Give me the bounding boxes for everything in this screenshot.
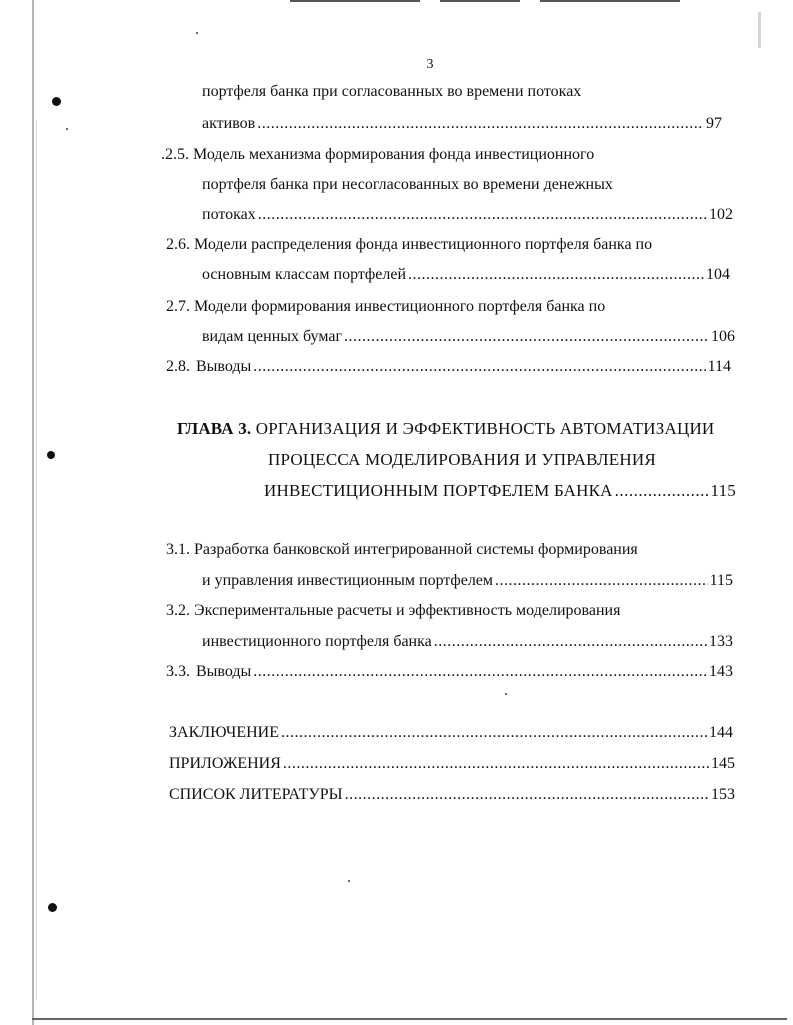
toc-entry-appendices [169, 754, 735, 774]
section-number: 2.8. [166, 358, 190, 375]
section-number: 2.7. [166, 298, 190, 315]
toc-entry-text: ПРИЛОЖЕНИЯ [169, 755, 281, 772]
toc-entry-text: видам ценных бумаг [202, 328, 343, 345]
toc-page-number: 102 [709, 206, 733, 223]
toc-entry-conclusion [169, 723, 733, 743]
dot-leader [408, 265, 704, 285]
toc-entry-text: СПИСОК ЛИТЕРАТУРЫ [169, 786, 343, 803]
toc-entry-2-6-line1 [166, 235, 652, 255]
dot-leader [345, 785, 709, 805]
section-number: 3.3. [166, 663, 190, 680]
toc-entry-text: потоках [202, 206, 256, 223]
page-number: 3 [426, 57, 434, 72]
chapter-heading-line3 [264, 480, 736, 502]
dot-leader [615, 480, 709, 502]
scan-speck [66, 128, 68, 130]
toc-entry-2-8 [166, 357, 731, 377]
toc-page-number: 145 [711, 755, 735, 772]
chapter-heading-line1 [177, 418, 714, 440]
toc-entry-2-6-final-line [202, 265, 730, 285]
scan-top-mark [440, 0, 520, 2]
chapter-title: ОРГАНИЗАЦИЯ И ЭФФЕКТИВНОСТЬ АВТОМАТИЗАЦИИ [255, 419, 715, 438]
scan-top-mark [540, 0, 680, 2]
toc-entry-text: и управления инвестиционным портфелем [202, 572, 494, 589]
scan-speck [348, 880, 350, 882]
dot-leader [283, 754, 709, 774]
toc-page-number: 115 [709, 572, 733, 589]
toc-entry-text: Выводы [196, 358, 252, 375]
toc-entry-2-4-final-line [202, 114, 722, 134]
toc-entry-3-1-line1 [166, 540, 638, 560]
dot-leader [344, 327, 709, 347]
scan-right-mark [758, 12, 761, 48]
toc-page-number: 97 [706, 115, 722, 132]
dot-leader [434, 632, 707, 652]
toc-entry-2-5-line2: портфеля банка при несогласованных во времени денежных [202, 176, 613, 193]
toc-entry-3-3 [166, 662, 733, 682]
toc-entry-2-5-line1 [161, 145, 594, 165]
toc-page-number: 143 [709, 663, 733, 680]
scan-speck [196, 32, 198, 34]
toc-page-number: 153 [711, 786, 735, 803]
section-number: 3.2. [166, 602, 190, 619]
toc-entry-2-7-line1 [166, 297, 605, 317]
toc-page-number: 106 [711, 328, 735, 345]
toc-page-number: 144 [709, 724, 733, 741]
dot-leader [281, 723, 707, 743]
chapter-title: ИНВЕСТИЦИОННЫМ ПОРТФЕЛЕМ БАНКА [264, 481, 613, 500]
toc-entry-text: Разработка банковской интегрированной системы формирования [194, 541, 638, 558]
toc-entry-3-2-final-line [202, 632, 733, 652]
chapter-label: ГЛАВА 3. [177, 419, 252, 438]
dot-leader [253, 662, 707, 682]
toc-page-number: 115 [710, 481, 736, 500]
scan-bottom-line [32, 1018, 787, 1020]
scan-speck [505, 693, 507, 695]
toc-entry-text: Выводы [196, 663, 252, 680]
toc-entry-text: инвестиционного портфеля банка [202, 633, 432, 650]
punch-hole-mark [47, 451, 55, 459]
toc-entry-text: Модели формирования инвестиционного портфеля банка по [194, 298, 606, 315]
toc-entry-2-7-final-line [202, 327, 735, 347]
toc-entry-3-2-line1 [166, 601, 620, 621]
scan-top-mark [290, 0, 420, 2]
dot-leader [495, 571, 708, 591]
toc-entry-2-5-final-line [202, 205, 733, 225]
toc-entry-3-1-final-line [202, 571, 733, 591]
toc-entry-text: Модель механизма формирования фонда инвестиционного [193, 146, 595, 163]
toc-entry-text: основным классам портфелей [202, 266, 406, 283]
dot-leader [257, 114, 704, 134]
section-number: .2.5. [161, 146, 189, 163]
punch-hole-mark [48, 903, 57, 912]
toc-page-number: 114 [707, 358, 731, 375]
toc-page-number: 133 [709, 633, 733, 650]
toc-entry-text: активов [202, 115, 256, 132]
toc-entry-text: ЗАКЛЮЧЕНИЕ [169, 724, 279, 741]
toc-entry-text: Модели распределения фонда инвестиционного портфеля банка по [194, 236, 653, 253]
scan-edge-line [32, 0, 34, 1025]
toc-entry-continuation-line: портфеля банка при согласованных во времени потоках [202, 83, 582, 100]
section-number: 2.6. [166, 236, 190, 253]
chapter-heading-line2: ПРОЦЕССА МОДЕЛИРОВАНИЯ И УПРАВЛЕНИЯ [268, 450, 656, 469]
toc-entry-text: Экспериментальные расчеты и эффективность моделирования [194, 602, 621, 619]
toc-entry-references [169, 785, 735, 805]
punch-hole-mark [52, 97, 61, 106]
dot-leader [253, 357, 705, 377]
scan-edge-line-secondary [36, 120, 37, 1000]
section-number: 3.1. [166, 541, 190, 558]
toc-page-number: 104 [706, 266, 730, 283]
dot-leader [258, 205, 707, 225]
